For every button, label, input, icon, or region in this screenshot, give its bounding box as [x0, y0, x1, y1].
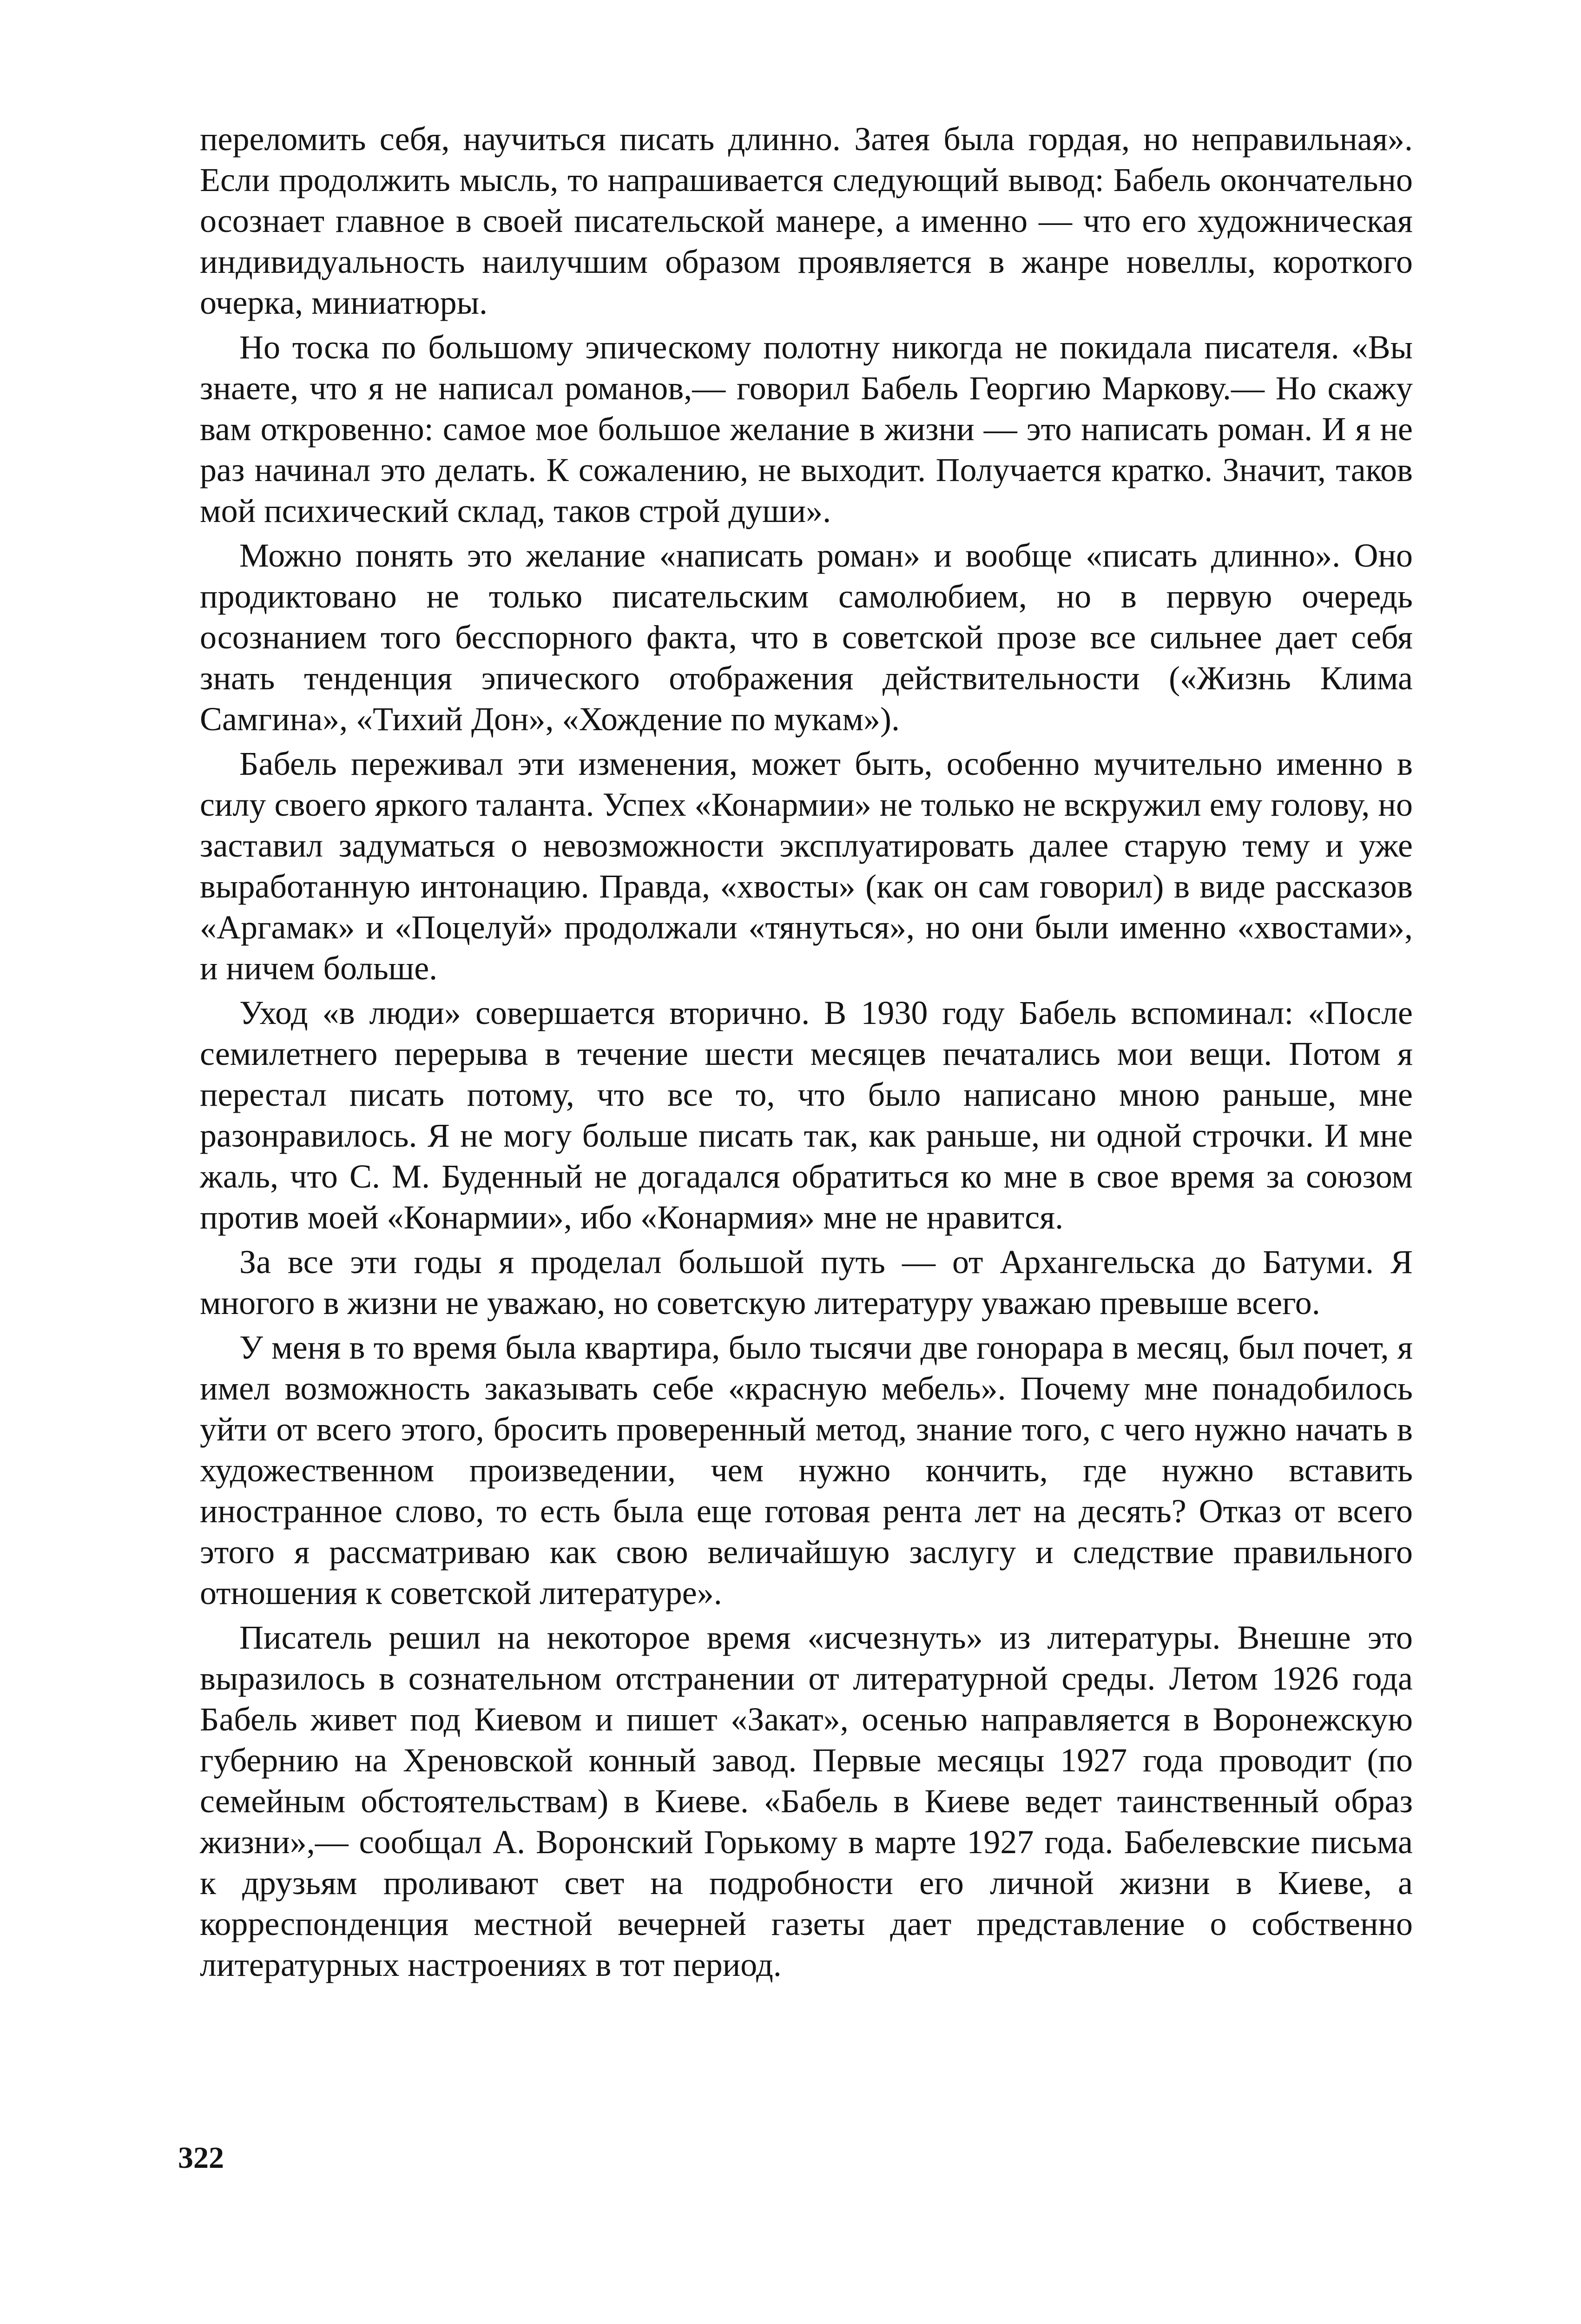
page-number: 322: [178, 2141, 224, 2175]
paragraph-changes: Бабель переживал эти изменения, может быть, особенно мучительно именно в силу своего яркого таланта. Успех «Конармии» не только не вскружил ему голову, но заставил задуматься о невозможности эксплуатировать далее старую тему и уже выработанную интонацию. Правда, «хвосты» (как он сам говорил) в виде рассказов «Аргамак» и «Поцелуй» продолжали «тянуться», но они были именно «хвостами», и ничем больше.: [200, 745, 1413, 987]
paragraph-novel-longing: Но тоска по большому эпическому полотну никогда не покидала писателя. «Вы знаете, что я не написал романов,— говорил Бабель Георгию Маркову.— Но скажу вам откровенно: самое мое большое желание в жизни — это написать роман. И я не раз начинал это делать. К сожалению, не выходит. Получается кратко. Значит, таков мой психический склад, таков строй души».: [200, 329, 1413, 529]
paragraph-going-to-people: Уход «в люди» совершается вторично. В 1930 году Бабель вспоминал: «После семилетнего перерыва в течение шести месяцев печатались мои вещи. Потом я перестал писать потому, что все то, что было написано мною раньше, мне разонравилось. Я не могу больше писать так, как раньше, ни одной строчки. И мне жаль, что С. М. Буденный не догадался обратиться ко мне в свое время за союзом против моей «Конармии», ибо «Конармия» мне не нравится.: [200, 994, 1413, 1236]
page-text-column: [200, 119, 1413, 1989]
paragraph-long-path: За все эти годы я проделал большой путь — от Архангельска до Батуми. Я многого в жизни не уважаю, но советскую литературу уважаю превыше всего.: [200, 1243, 1413, 1321]
paragraph-disappear: Писатель решил на некоторое время «исчезнуть» из литературы. Внешне это выразилось в сознательном отстранении от литературной среды. Летом 1926 года Бабель живет под Киевом и пишет «Закат», осенью направляется в Воронежскую губернию на Хреновской конный завод. Первые месяцы 1927 года проводит (по семейным обстоятельствам) в Киеве. «Бабель в Киеве ведет таинственный образ жизни»,— сообщал А. Воронский Горькому в марте 1927 года. Бабелевские письма к друзьям проливают свет на подробности его личной жизни в Киеве, а корреспонденция местной вечерней газеты дает представление о собственно литературных настроениях в тот период.: [200, 1619, 1413, 1983]
paragraph-continuation: переломить себя, научиться писать длинно. Затея была гордая, но неправильная». Если продолжить мысль, то напрашивается следующий вывод: Бабель окончательно осознает главное в своей писательской манере, а именно — что его художническая индивидуальность наилучшим образом проявляется в жанре новеллы, короткого очерка, миниатюры.: [200, 120, 1413, 321]
paragraph-apartment: У меня в то время была квартира, было тысячи две гонорара в месяц, был почет, я имел возможность заказывать себе «красную мебель». Почему мне понадобилось уйти от всего этого, бросить проверенный метод, знание того, с чего нужно начать в художественном произведении, чем нужно кончить, где нужно вставить иностранное слово, то есть была еще готовая рента лет на десять? Отказ от всего этого я рассматриваю как свою величайшую заслугу и следствие правильного отношения к советской литературе».: [200, 1329, 1413, 1611]
paragraph-write-novel-desire: Можно понять это желание «написать роман» и вообще «писать длинно». Оно продиктовано не только писательским самолюбием, но в первую очередь осознанием того бесспорного факта, что в советской прозе все сильнее дает себя знать тенденция эпического отображения действительности («Жизнь Клима Самгина», «Тихий Дон», «Хождение по мукам»).: [200, 537, 1413, 738]
